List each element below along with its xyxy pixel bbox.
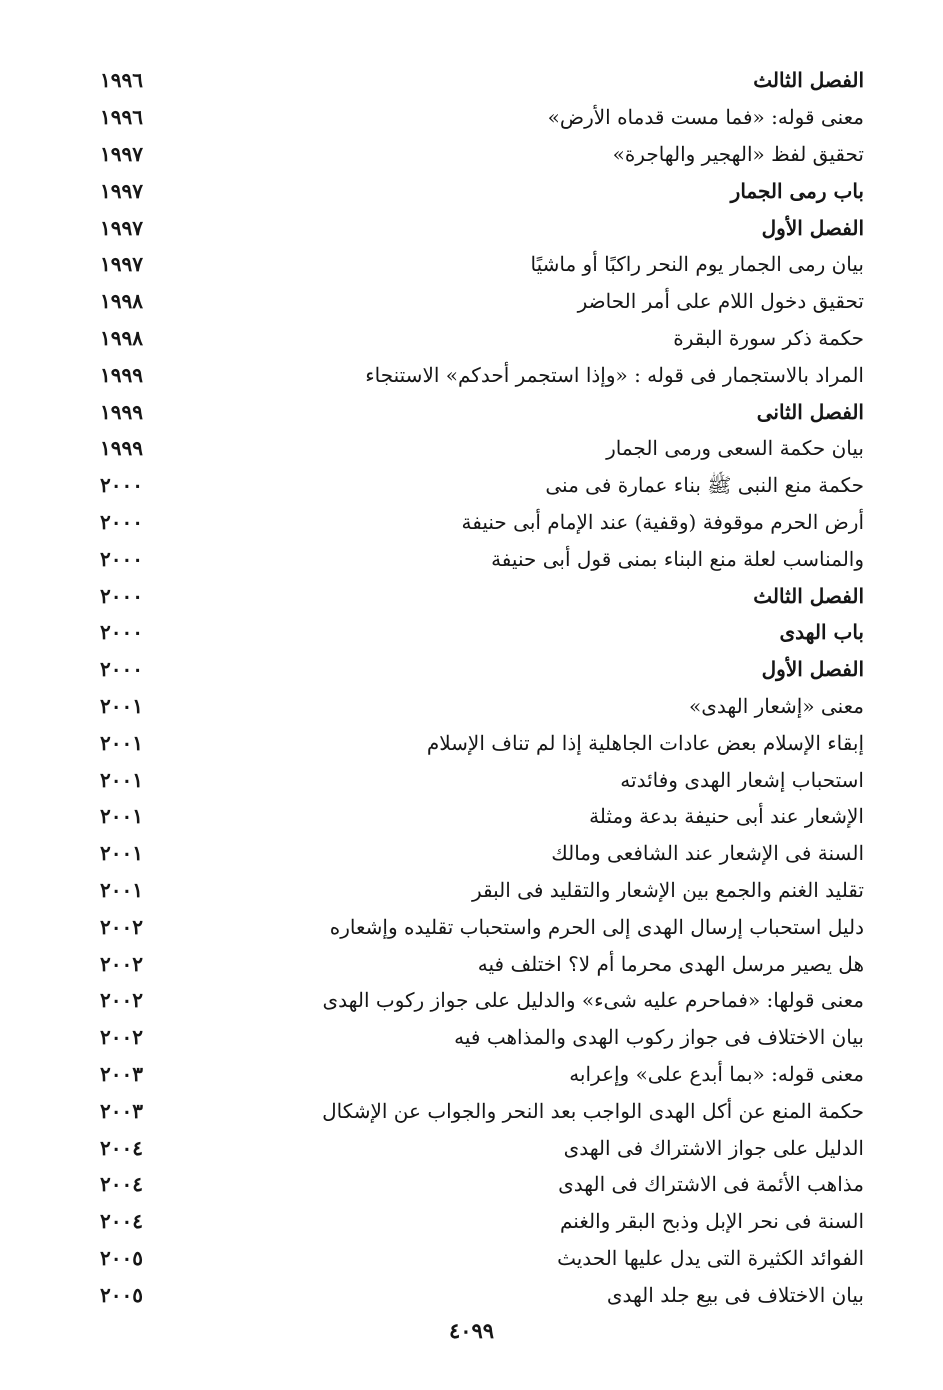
toc-row [100,172,864,209]
entry-title: الإشعار عند أبى حنيفة بدعة ومثلة [589,804,864,829]
toc-row [100,393,864,430]
entry-page-number: ٢٠٠١ [100,804,143,829]
entry-title: المراد بالاستجمار فى قوله : «وإذا استجمر أحدكم» الاستنجاء [365,362,864,387]
toc-row [100,688,864,725]
entry-page-number: ٢٠٠١ [100,841,143,866]
toc-row [100,504,864,541]
entry-title: معنى قوله: «بما أبدع على» وإعرابه [569,1061,864,1086]
entry-title: إبقاء الإسلام بعض عادات الجاهلية إذا لم تناف الإسلام [426,730,864,755]
section-heading: الفصل الأول [761,215,864,240]
toc-row [100,761,864,798]
entry-title: بيان حكمة السعى ورمى الجمار [606,436,864,461]
entry-title: الدليل على جواز الاشتراك فى الهدى [563,1135,864,1160]
entry-title: حكمة المنع عن أكل الهدى الواجب بعد النحر والجواب عن الإشكال [322,1098,864,1123]
toc-row [100,320,864,357]
entry-title: استحباب إشعار الهدى وفائدته [620,767,864,792]
toc-row [100,577,864,614]
toc-row [100,835,864,872]
toc-row [100,430,864,467]
entry-title: معنى قولها: «فماحرم عليه شىء» والدليل على جواز ركوب الهدى [322,988,864,1013]
toc-row [100,467,864,504]
entry-page-number: ٢٠٠٥ [100,1245,143,1270]
entry-title: تحقيق لفظ «الهجير والهاجرة» [612,141,864,166]
toc-row [100,982,864,1019]
toc-row [100,1056,864,1093]
toc-row [100,1203,864,1240]
entry-page-number: ٢٠٠٠ [100,620,143,645]
toc-row [100,724,864,761]
section-heading: الفصل الثالث [753,583,864,608]
entry-page-number: ١٩٩٩ [100,436,143,461]
entry-page-number: ٢٠٠٤ [100,1172,143,1197]
entry-page-number: ٢٠٠٠ [100,546,143,571]
section-heading: الفصل الثانى [756,399,864,424]
toc-row [100,1092,864,1129]
entry-page-number: ١٩٩٩ [100,362,143,387]
entry-page-number: ٢٠٠٤ [100,1209,143,1234]
toc-row [100,1129,864,1166]
toc-row [100,540,864,577]
toc-row [100,99,864,136]
entry-page-number: ٢٠٠٠ [100,583,143,608]
entry-page-number: ٢٠٠٠ [100,473,143,498]
toc-row [100,283,864,320]
entry-title: الفوائد الكثيرة التى يدل عليها الحديث [557,1245,864,1270]
entry-page-number: ١٩٩٩ [100,399,143,424]
toc-row [100,798,864,835]
toc-row [100,62,864,99]
entry-title: تحقيق دخول اللام على أمر الحاضر [577,289,864,314]
entry-page-number: ٢٠٠١ [100,767,143,792]
toc-row [100,1019,864,1056]
entry-title: أرض الحرم موقوفة (وقفية) عند الإمام أبى حنيفة [461,509,864,534]
toc-row [100,209,864,246]
entry-title: بيان رمى الجمار يوم النحر راكبًا أو ماشيًا [530,252,864,277]
entry-title: حكمة ذكر سورة البقرة [673,325,864,350]
section-heading: باب الهدى [779,620,864,645]
section-heading: الفصل الثالث [753,68,864,93]
section-heading: الفصل الأول [761,657,864,682]
entry-page-number: ٢٠٠٢ [100,1025,143,1050]
toc-row [100,246,864,283]
entry-page-number: ١٩٩٦ [100,68,143,93]
entry-page-number: ١٩٩٧ [100,215,143,240]
entry-page-number: ١٩٩٧ [100,252,143,277]
entry-title: هل يصير مرسل الهدى محرما أم لا؟ اختلف فيه [477,951,864,976]
toc-row [100,945,864,982]
entry-page-number: ١٩٩٨ [100,289,143,314]
toc-row [100,1240,864,1277]
entry-title: مذاهب الأئمة فى الاشتراك فى الهدى [558,1172,864,1197]
entry-title: معنى قوله: «فما مست قدماه الأرض» [547,105,864,130]
entry-page-number: ٢٠٠٣ [100,1061,143,1086]
toc-row [100,651,864,688]
entry-page-number: ٢٠٠٤ [100,1135,143,1160]
page-number: ٤٠٩٩ [448,1318,495,1343]
entry-title: دليل استحباب إرسال الهدى إلى الحرم واستحباب تقليده وإشعاره [329,914,864,939]
entry-page-number: ٢٠٠٢ [100,988,143,1013]
entry-title: معنى «إشعار الهدى» [689,693,864,718]
toc-row [100,1166,864,1203]
entry-page-number: ٢٠٠١ [100,693,143,718]
entry-page-number: ١٩٩٨ [100,325,143,350]
entry-page-number: ٢٠٠٠ [100,657,143,682]
toc-row [100,908,864,945]
entry-page-number: ١٩٩٦ [100,105,143,130]
entry-page-number: ٢٠٠٣ [100,1098,143,1123]
entry-page-number: ٢٠٠٥ [100,1282,143,1307]
toc-row [100,1276,864,1313]
entry-page-number: ١٩٩٧ [100,178,143,203]
entry-page-number: ٢٠٠٢ [100,951,143,976]
entry-page-number: ٢٠٠١ [100,877,143,902]
entry-title: والمناسب لعلة منع البناء بمنى قول أبى حنيفة [491,546,864,571]
table-of-contents [100,62,864,1313]
entry-title: السنة فى نحر الإبل وذبح البقر والغنم [560,1209,864,1234]
entry-page-number: ٢٠٠١ [100,730,143,755]
entry-title: السنة فى الإشعار عند الشافعى ومالك [551,841,864,866]
toc-row [100,136,864,173]
section-heading: باب رمى الجمار [730,178,864,203]
entry-title: حكمة منع النبى ﷺ بناء عمارة فى منى [545,473,864,498]
entry-page-number: ٢٠٠٢ [100,914,143,939]
entry-title: بيان الاختلاف فى بيع جلد الهدى [606,1282,864,1307]
entry-page-number: ١٩٩٧ [100,141,143,166]
entry-page-number: ٢٠٠٠ [100,509,143,534]
toc-row [100,614,864,651]
entry-title: بيان الاختلاف فى جواز ركوب الهدى والمذاهب فيه [454,1025,864,1050]
entry-title: تقليد الغنم والجمع بين الإشعار والتقليد فى البقر [471,877,864,902]
toc-row [100,356,864,393]
toc-row [100,872,864,909]
